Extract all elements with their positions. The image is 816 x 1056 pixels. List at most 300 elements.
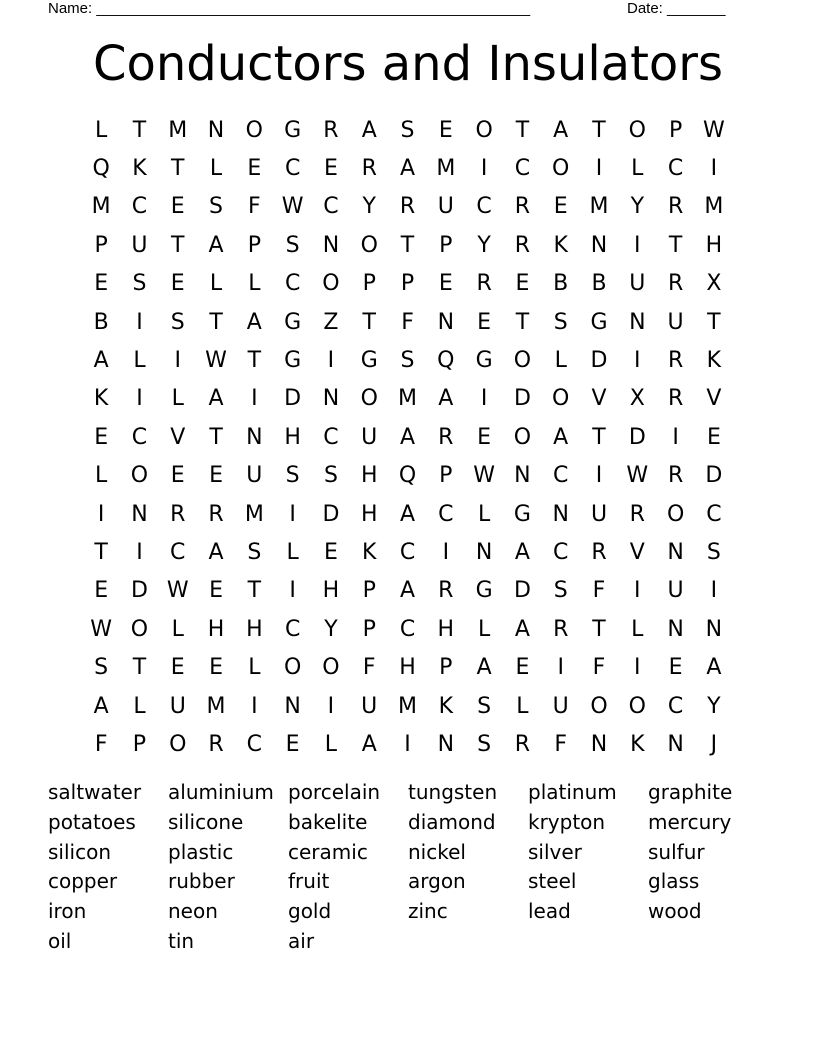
grid-letter: K <box>630 731 645 757</box>
grid-letter: S <box>94 655 109 681</box>
grid-letter: C <box>553 539 569 565</box>
grid-letter: T <box>592 616 606 642</box>
grid-letter: A <box>514 539 530 565</box>
grid-letter: L <box>516 693 529 719</box>
word-list-item: rubber <box>168 869 235 894</box>
grid-letter: U <box>131 232 148 258</box>
grid-letter: L <box>324 731 338 757</box>
grid-letter: C <box>284 156 301 182</box>
grid-letter: U <box>169 693 186 719</box>
word-list-item: silver <box>528 839 582 864</box>
word-list-item: ceramic <box>288 839 368 864</box>
word-list-item: graphite <box>648 780 733 804</box>
grid-letter: S <box>170 309 185 335</box>
grid-letter: W <box>166 578 189 604</box>
grid-letter: H <box>399 655 416 681</box>
grid-letter: P <box>94 232 108 258</box>
grid-letter: R <box>667 463 684 489</box>
grid-letter: W <box>473 463 495 489</box>
grid-letter: T <box>400 232 415 258</box>
grid-letter: H <box>705 232 723 258</box>
grid-letter: S <box>285 463 300 489</box>
grid-letter: D <box>513 578 531 604</box>
grid-letter: U <box>590 501 608 527</box>
grid-letter: K <box>93 386 109 412</box>
grid-letter: O <box>590 693 608 719</box>
grid-letter: K <box>132 156 147 182</box>
grid-letter: W <box>90 616 113 642</box>
grid-letter: C <box>131 424 148 450</box>
grid-letter: I <box>404 731 411 757</box>
grid-letter: Q <box>92 156 110 182</box>
grid-letter: O <box>169 731 187 757</box>
grid-letter: J <box>710 731 718 757</box>
grid-letter: O <box>513 348 532 374</box>
grid-letter: S <box>209 194 224 220</box>
grid-letter: E <box>323 156 338 182</box>
grid-letter: C <box>514 156 531 182</box>
grid-letter: A <box>93 348 109 374</box>
grid-letter: R <box>629 501 645 527</box>
grid-letter: R <box>553 616 569 642</box>
grid-letter: O <box>322 655 340 681</box>
grid-letter: P <box>362 578 376 604</box>
grid-letter: P <box>439 463 453 489</box>
grid-letter: G <box>475 578 493 604</box>
grid-letter: Y <box>707 693 721 719</box>
grid-letter: T <box>171 232 185 258</box>
grid-letter: A <box>399 156 416 182</box>
grid-letter: O <box>475 117 493 143</box>
grid-letter: E <box>170 271 185 297</box>
grid-letter: F <box>248 194 261 220</box>
grid-letter: T <box>132 117 147 143</box>
grid-letter: E <box>706 424 721 450</box>
grid-letter: I <box>634 655 641 681</box>
grid-letter: O <box>552 156 570 182</box>
grid-letter: F <box>554 731 568 757</box>
word-list-item: copper <box>48 869 118 894</box>
grid-letter: O <box>666 501 685 527</box>
grid-letter: E <box>94 578 109 604</box>
grid-letter: U <box>552 693 569 719</box>
grid-letter: R <box>208 501 224 527</box>
grid-letter: G <box>284 117 302 143</box>
word-list-item: krypton <box>528 809 606 834</box>
grid-letter: I <box>595 156 603 182</box>
grid-letter: P <box>400 271 415 297</box>
word-list-item: lead <box>528 899 571 924</box>
grid-letter: W <box>626 463 649 489</box>
grid-letter: S <box>400 117 415 143</box>
grid-letter: I <box>174 348 181 374</box>
word-list-item: mercury <box>648 809 732 834</box>
word-list-item: potatoes <box>48 809 136 834</box>
word-list-item: neon <box>168 899 218 924</box>
grid-letter: C <box>323 194 339 220</box>
grid-letter: N <box>322 232 340 258</box>
grid-letter: S <box>553 309 568 335</box>
grid-letter: L <box>477 501 491 527</box>
grid-letter: C <box>438 501 454 527</box>
grid-letter: I <box>136 309 143 335</box>
grid-letter: L <box>631 156 644 182</box>
grid-letter: H <box>246 616 263 642</box>
grid-letter: R <box>399 194 416 220</box>
grid-letter: P <box>132 731 147 757</box>
grid-letter: H <box>360 501 378 527</box>
grid-letter: I <box>634 578 641 604</box>
grid-letter: O <box>628 693 646 719</box>
grid-letter: C <box>667 156 684 182</box>
grid-letter: S <box>132 271 147 297</box>
grid-letter: C <box>170 539 186 565</box>
grid-letter: D <box>130 578 148 604</box>
grid-letter: A <box>93 693 109 719</box>
word-list-item: oil <box>48 928 72 953</box>
grid-letter: A <box>399 578 416 604</box>
word-list-item: silicon <box>48 839 111 864</box>
grid-letter: R <box>667 386 684 412</box>
grid-letter: G <box>590 309 608 335</box>
grid-letter: N <box>246 424 263 450</box>
grid-letter: G <box>284 309 302 335</box>
grid-letter: R <box>514 194 531 220</box>
grid-letter: O <box>322 271 340 297</box>
worksheet-header <box>0 0 816 20</box>
grid-letter: C <box>476 194 492 220</box>
grid-letter: I <box>634 232 641 258</box>
grid-letter: A <box>399 501 416 527</box>
grid-letter: A <box>399 424 416 450</box>
grid-letter: T <box>592 117 606 143</box>
grid-letter: T <box>209 309 223 335</box>
grid-letter: H <box>284 424 301 450</box>
grid-letter: P <box>362 616 376 642</box>
grid-letter: R <box>667 194 684 220</box>
grid-letter: F <box>592 578 606 604</box>
grid-letter: N <box>131 501 148 527</box>
word-list-item: saltwater <box>48 780 142 804</box>
word-list-item: glass <box>648 869 700 894</box>
word-list-item: sulfur <box>648 839 705 864</box>
grid-letter: C <box>246 731 263 757</box>
grid-letter: E <box>285 731 300 757</box>
grid-letter: R <box>476 271 492 297</box>
grid-letter: S <box>553 578 568 604</box>
grid-letter: I <box>595 463 603 489</box>
grid-letter: B <box>93 309 109 335</box>
grid-letter: L <box>554 348 567 374</box>
grid-letter: E <box>170 194 185 220</box>
grid-letter: N <box>629 309 646 335</box>
grid-letter: A <box>208 539 224 565</box>
grid-letter: W <box>281 194 304 220</box>
grid-letter: E <box>515 655 530 681</box>
grid-letter: R <box>438 424 454 450</box>
grid-letter: N <box>590 232 608 258</box>
grid-letter: L <box>248 271 261 297</box>
grid-letter: S <box>247 539 262 565</box>
grid-letter: L <box>133 693 146 719</box>
grid-letter: S <box>477 693 492 719</box>
grid-letter: V <box>706 386 722 412</box>
grid-letter: S <box>706 539 721 565</box>
grid-letter: R <box>514 232 531 258</box>
name-field-label: Name: ____________________________________________________ <box>48 0 531 17</box>
grid-letter: I <box>97 501 105 527</box>
grid-letter: R <box>208 731 224 757</box>
grid-letter: R <box>591 539 607 565</box>
grid-letter: W <box>205 348 227 374</box>
grid-letter: I <box>480 156 488 182</box>
word-list-item: tin <box>168 928 195 953</box>
grid-letter: W <box>703 117 725 143</box>
grid-letter: I <box>634 348 641 374</box>
grid-letter: F <box>362 655 376 681</box>
grid-letter: X <box>629 386 645 412</box>
grid-letter: F <box>401 309 414 335</box>
grid-letter: P <box>362 271 376 297</box>
grid-letter: R <box>170 501 186 527</box>
grid-letter: L <box>631 616 644 642</box>
grid-letter: D <box>590 348 608 374</box>
grid-letter: Q <box>437 348 455 374</box>
grid-letter: S <box>477 731 492 757</box>
grid-letter: P <box>668 117 683 143</box>
grid-letter: N <box>705 616 723 642</box>
grid-letter: U <box>667 578 684 604</box>
word-list-item: bakelite <box>288 809 368 834</box>
grid-letter: K <box>438 693 454 719</box>
grid-letter: C <box>323 424 339 450</box>
grid-letter: O <box>628 117 646 143</box>
grid-letter: I <box>710 156 718 182</box>
grid-letter: O <box>360 386 378 412</box>
grid-letter: A <box>706 655 722 681</box>
grid-letter: E <box>94 271 109 297</box>
word-list-item: aluminium <box>168 780 274 804</box>
grid-letter: T <box>362 309 376 335</box>
grid-letter: E <box>247 156 262 182</box>
grid-letter: T <box>247 348 262 374</box>
grid-letter: O <box>283 655 302 681</box>
grid-letter: L <box>95 117 108 143</box>
grid-letter: O <box>360 232 378 258</box>
grid-letter: I <box>327 693 335 719</box>
grid-letter: C <box>553 463 569 489</box>
grid-letter: L <box>477 616 491 642</box>
grid-letter: D <box>284 386 302 412</box>
grid-letter: V <box>170 424 186 450</box>
grid-letter: D <box>705 463 723 489</box>
grid-letter: T <box>209 424 223 450</box>
grid-letter: N <box>284 693 301 719</box>
grid-letter: A <box>476 655 492 681</box>
grid-letter: U <box>361 424 378 450</box>
grid-letter: N <box>322 386 340 412</box>
grid-letter: A <box>514 616 530 642</box>
grid-letter: A <box>208 386 224 412</box>
grid-letter: T <box>515 309 530 335</box>
grid-letter: P <box>247 232 261 258</box>
grid-letter: I <box>327 348 335 374</box>
grid-letter: N <box>475 539 493 565</box>
grid-letter: R <box>667 348 684 374</box>
grid-letter: N <box>590 731 608 757</box>
grid-letter: N <box>552 501 569 527</box>
grid-letter: T <box>707 309 721 335</box>
grid-letter: O <box>130 463 149 489</box>
grid-letter: S <box>400 348 415 374</box>
grid-letter: E <box>323 539 338 565</box>
grid-letter: T <box>515 117 530 143</box>
grid-letter: M <box>436 156 456 182</box>
grid-letter: U <box>667 309 684 335</box>
word-list-item: diamond <box>408 809 496 834</box>
grid-letter: Q <box>398 463 417 489</box>
grid-letter: S <box>285 232 300 258</box>
grid-letter: A <box>553 424 569 450</box>
grid-letter: T <box>94 539 108 565</box>
grid-letter: R <box>667 271 684 297</box>
grid-letter: N <box>667 731 684 757</box>
grid-letter: N <box>207 117 225 143</box>
grid-letter: F <box>592 655 606 681</box>
word-list-item: fruit <box>288 869 330 894</box>
grid-letter: E <box>515 271 530 297</box>
grid-letter: H <box>437 616 455 642</box>
word-list-item: gold <box>288 899 332 924</box>
grid-letter: O <box>245 117 263 143</box>
grid-letter: I <box>136 386 143 412</box>
grid-letter: C <box>399 616 416 642</box>
grid-letter: C <box>667 693 684 719</box>
grid-letter: I <box>251 693 258 719</box>
word-list-item: nickel <box>408 839 466 864</box>
grid-letter: G <box>360 348 378 374</box>
word-list-item: silicone <box>168 809 244 834</box>
letter-grid <box>82 111 733 764</box>
grid-letter: E <box>477 424 492 450</box>
grid-letter: B <box>553 271 569 297</box>
grid-letter: B <box>591 271 607 297</box>
word-list-item: plastic <box>168 839 234 864</box>
grid-letter: E <box>209 578 223 604</box>
grid-letter: I <box>251 386 258 412</box>
grid-letter: G <box>513 501 531 527</box>
grid-letter: M <box>168 117 188 143</box>
grid-letter: M <box>244 501 264 527</box>
grid-letter: N <box>437 731 455 757</box>
grid-letter: R <box>361 156 377 182</box>
grid-letter: I <box>480 386 488 412</box>
grid-letter: E <box>438 271 453 297</box>
grid-letter: V <box>629 539 645 565</box>
grid-letter: K <box>362 539 377 565</box>
grid-letter: I <box>289 578 296 604</box>
word-list-item: tungsten <box>408 780 498 804</box>
grid-letter: D <box>513 386 531 412</box>
grid-letter: C <box>284 271 301 297</box>
grid-letter: R <box>323 117 339 143</box>
grid-letter: E <box>170 463 185 489</box>
grid-letter: T <box>171 156 185 182</box>
word-list-item: iron <box>48 899 87 924</box>
grid-letter: E <box>438 117 453 143</box>
grid-letter: L <box>171 386 184 412</box>
grid-letter: O <box>552 386 570 412</box>
grid-letter: U <box>437 194 454 220</box>
grid-letter: L <box>286 539 299 565</box>
grid-letter: K <box>706 348 722 374</box>
grid-letter: G <box>284 348 302 374</box>
grid-letter: N <box>514 463 531 489</box>
grid-letter: T <box>132 655 147 681</box>
grid-letter: E <box>209 655 223 681</box>
grid-letter: Y <box>362 194 376 220</box>
grid-letter: E <box>553 194 568 220</box>
grid-letter: A <box>553 117 569 143</box>
grid-letter: T <box>592 424 606 450</box>
grid-letter: H <box>360 463 378 489</box>
grid-letter: I <box>136 539 143 565</box>
grid-letter: X <box>706 271 722 297</box>
grid-letter: R <box>438 578 454 604</box>
grid-letter: D <box>628 424 646 450</box>
grid-letter: G <box>475 348 493 374</box>
grid-letter: Y <box>630 194 645 220</box>
grid-letter: F <box>94 731 108 757</box>
word-list-item: air <box>288 928 315 953</box>
grid-letter: L <box>248 655 261 681</box>
grid-letter: I <box>557 655 564 681</box>
grid-letter: V <box>591 386 607 412</box>
grid-letter: L <box>209 156 223 182</box>
grid-letter: M <box>704 194 724 220</box>
grid-letter: T <box>668 232 683 258</box>
grid-letter: L <box>209 271 223 297</box>
grid-letter: I <box>442 539 450 565</box>
grid-letter: M <box>398 693 418 719</box>
grid-letter: I <box>672 424 679 450</box>
grid-letter: C <box>131 194 148 220</box>
grid-letter: O <box>130 616 149 642</box>
grid-letter: E <box>477 309 492 335</box>
grid-letter: U <box>629 271 646 297</box>
grid-letter: N <box>667 539 684 565</box>
word-list <box>48 780 768 959</box>
grid-letter: O <box>513 424 532 450</box>
date-field-label: Date: _______ <box>627 0 726 17</box>
grid-letter: U <box>361 693 378 719</box>
grid-letter: M <box>398 386 418 412</box>
grid-letter: K <box>553 232 568 258</box>
grid-letter: Z <box>323 309 339 335</box>
grid-letter: L <box>171 616 184 642</box>
grid-letter: H <box>207 616 225 642</box>
grid-letter: E <box>170 655 185 681</box>
grid-letter: E <box>668 655 683 681</box>
grid-letter: C <box>284 616 301 642</box>
grid-letter: I <box>289 501 296 527</box>
grid-letter: I <box>710 578 718 604</box>
grid-letter: M <box>206 693 226 719</box>
grid-letter: A <box>361 731 377 757</box>
grid-letter: A <box>361 117 377 143</box>
grid-letter: A <box>246 309 262 335</box>
word-list-item: wood <box>648 899 702 924</box>
